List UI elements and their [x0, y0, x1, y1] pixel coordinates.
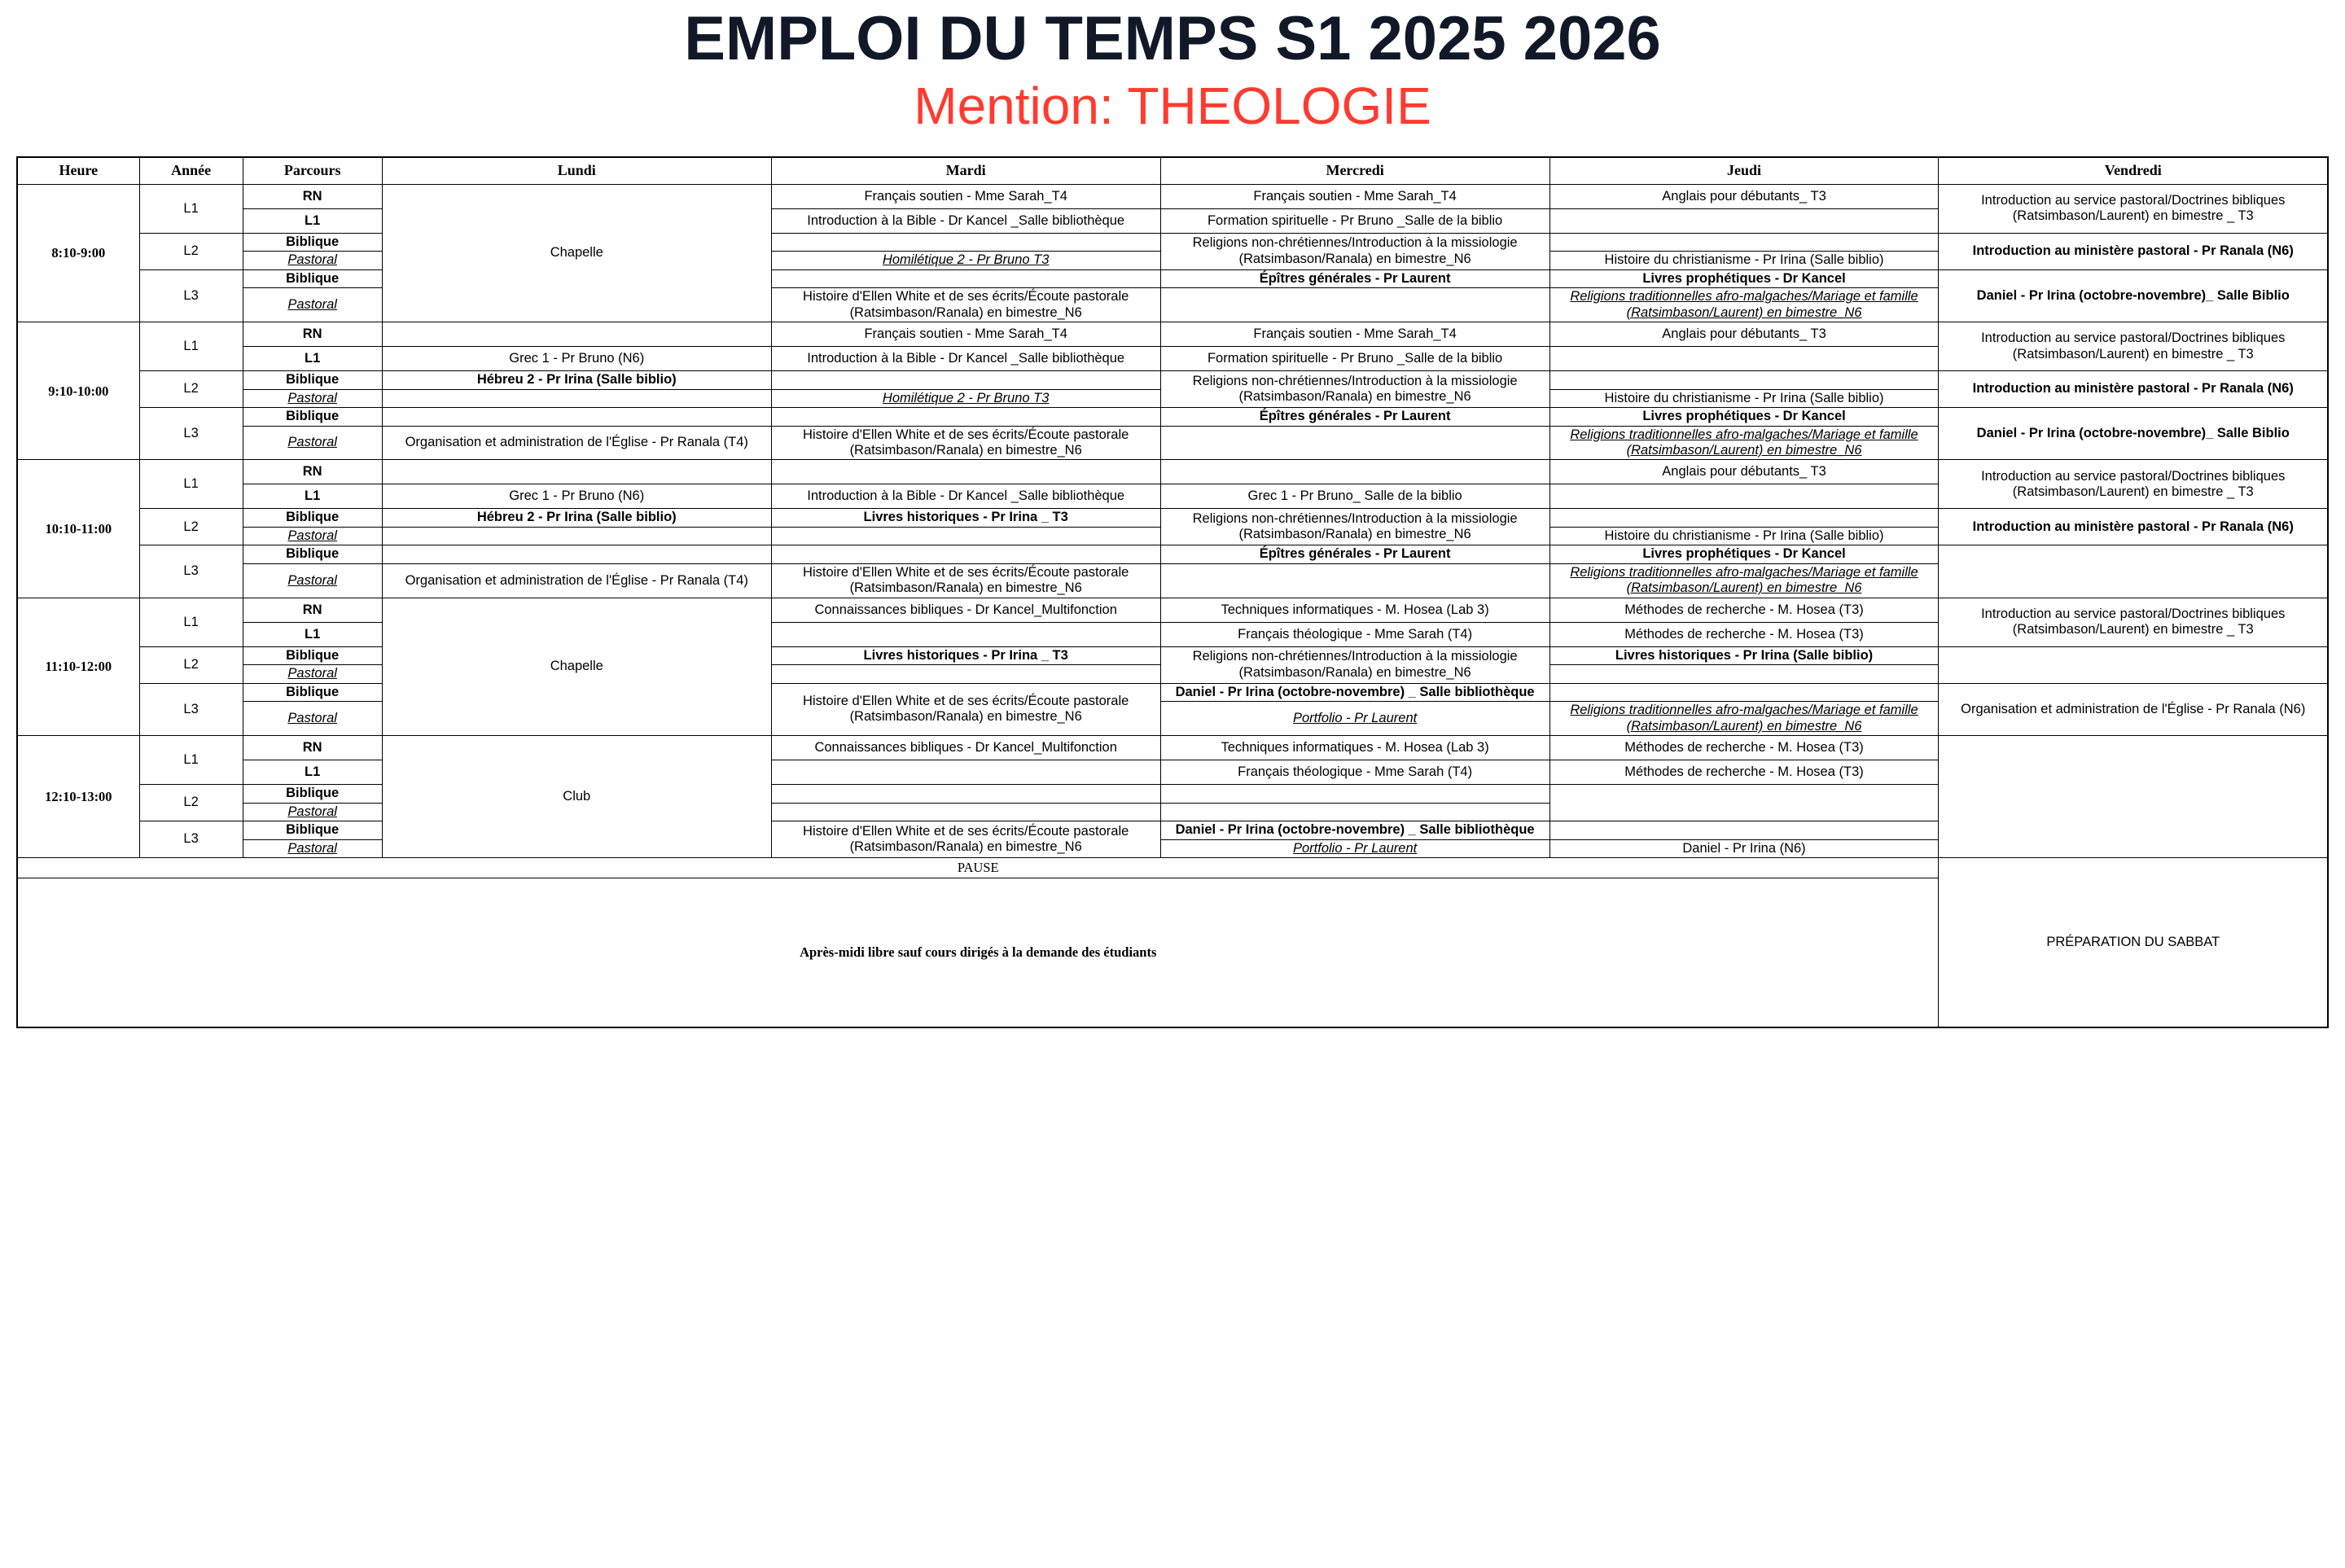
- parcours-pastoral-l3-1: Pastoral: [243, 288, 382, 322]
- column-header-lundi: Lundi: [382, 157, 771, 185]
- table-row: [17, 460, 2328, 484]
- year-l2-4: L2: [139, 646, 243, 683]
- cell-mercredi-l3b-2: Épîtres générales - Pr Laurent: [1160, 408, 1549, 426]
- parcours-biblique-l3-1: Biblique: [243, 269, 382, 287]
- cell-vendredi-l2-1: Introduction au ministère pastoral - Pr Ranala (N6): [1939, 233, 2328, 269]
- parcours-pastoral-l3-2: Pastoral: [243, 426, 382, 460]
- cell-mercredi-l1-2: Formation spirituelle - Pr Bruno _Salle de la biblio: [1160, 347, 1549, 371]
- parcours-biblique-l2-5: Biblique: [243, 785, 382, 803]
- cell-jeudi-l2b-1: [1549, 233, 1939, 251]
- cell-jeudi-l3p-2: Religions traditionnelles afro-malgaches/Mariage et famille (Ratsimbason/Laurent) en bimestre_N6: [1549, 426, 1939, 460]
- cell-mercredi-l2-4: Religions non-chrétiennes/Introduction à la missiologie (Ratsimbason/Ranala) en bimestre_N6: [1160, 646, 1549, 683]
- parcours-rn-2: RN: [243, 322, 382, 347]
- table-row: [17, 683, 2328, 701]
- cell-mercredi-rn-1: Français soutien - Mme Sarah_T4: [1160, 184, 1549, 208]
- cell-jeudi-l3b-2: Livres prophétiques - Dr Kancel: [1549, 408, 1939, 426]
- page-title: EMPLOI DU TEMPS S1 2025 2026: [684, 4, 1661, 73]
- cell-jeudi-l2p-3: Histoire du christianisme - Pr Irina (Salle biblio): [1549, 527, 1939, 545]
- cell-mardi-l2p-1: Homilétique 2 - Pr Bruno T3: [771, 252, 1160, 269]
- cell-mardi-l3b-3: [771, 545, 1160, 563]
- cell-jeudi-rn-1: Anglais pour débutants_ T3: [1549, 184, 1939, 208]
- cell-lundi-l3b-2: [382, 408, 771, 426]
- cell-mardi-l3-4: Histoire d'Ellen White et de ses écrits/Écoute pastorale (Ratsimbason/Ranala) en bimestre_N6: [771, 683, 1160, 735]
- cell-vendredi-l2-4: [1939, 646, 2328, 683]
- parcours-biblique-l3-5: Biblique: [243, 821, 382, 839]
- cell-mercredi-l2-2: Religions non-chrétiennes/Introduction à la missiologie (Ratsimbason/Ranala) en bimestre_N6: [1160, 371, 1549, 408]
- parcours-biblique-l3-3: Biblique: [243, 545, 382, 563]
- cell-vendredi-l1-3: Introduction au service pastoral/Doctrines bibliques (Ratsimbason/Laurent) en bimestre _ T3: [1939, 460, 2328, 509]
- cell-lundi-l3p-2: Organisation et administration de l'Église - Pr Ranala (T4): [382, 426, 771, 460]
- cell-vendredi-l1-1: Introduction au service pastoral/Doctrines bibliques (Ratsimbason/Laurent) en bimestre _ T3: [1939, 184, 2328, 233]
- table-row: [17, 598, 2328, 622]
- cell-mardi-l2b-2: [771, 371, 1160, 389]
- cell-mardi-l2b-1: [771, 233, 1160, 251]
- time-label-3: 10:10-11:00: [17, 460, 139, 598]
- parcours-pastoral-l2-4: Pastoral: [243, 665, 382, 683]
- year-l1-1: L1: [139, 184, 243, 233]
- cell-jeudi-l3p-1: Religions traditionnelles afro-malgaches/Mariage et famille (Ratsimbason/Laurent) en bimestre_N6: [1549, 288, 1939, 322]
- year-l1-2: L1: [139, 322, 243, 371]
- title-block: [0, 0, 2345, 138]
- cell-lundi-l3b-3: [382, 545, 771, 563]
- parcours-l1-3: L1: [243, 484, 382, 509]
- cell-mardi-l3b-1: [771, 269, 1160, 287]
- cell-vendredi-l3-4: Organisation et administration de l'Église - Pr Ranala (N6): [1939, 683, 2328, 735]
- parcours-rn-4: RN: [243, 598, 382, 622]
- cell-jeudi-l3b-3: Livres prophétiques - Dr Kancel: [1549, 545, 1939, 563]
- cell-mardi-rn-3: [771, 460, 1160, 484]
- cell-mardi-rn-1: Français soutien - Mme Sarah_T4: [771, 184, 1160, 208]
- year-l3-1: L3: [139, 269, 243, 322]
- parcours-biblique-l3-2: Biblique: [243, 408, 382, 426]
- cell-jeudi-l3p-3: Religions traditionnelles afro-malgaches/Mariage et famille (Ratsimbason/Laurent) en bimestre_N6: [1549, 563, 1939, 598]
- cell-mardi-l2b-3: Livres historiques - Pr Irina _ T3: [771, 509, 1160, 527]
- cell-vendredi-l2-2: Introduction au ministère pastoral - Pr Ranala (N6): [1939, 371, 2328, 408]
- parcours-rn-1: RN: [243, 184, 382, 208]
- table-row: [17, 646, 2328, 664]
- parcours-pastoral-l2-1: Pastoral: [243, 252, 382, 269]
- column-header-mardi: Mardi: [771, 157, 1160, 185]
- cell-jeudi-l3b-5: [1549, 821, 1939, 839]
- cell-mardi-l3p-3: Histoire d'Ellen White et de ses écrits/Écoute pastorale (Ratsimbason/Ranala) en bimestre_N6: [771, 563, 1160, 598]
- cell-jeudi-l2p-4: [1549, 665, 1939, 683]
- year-l3-2: L3: [139, 408, 243, 460]
- table-row: [17, 736, 2328, 760]
- cell-jeudi-rn-3: Anglais pour débutants_ T3: [1549, 460, 1939, 484]
- parcours-rn-5: RN: [243, 736, 382, 760]
- cell-mardi-l3b-2: [771, 408, 1160, 426]
- cell-jeudi-rn-2: Anglais pour débutants_ T3: [1549, 322, 1939, 347]
- cell-mardi-rn-5: Connaissances bibliques - Dr Kancel_Multifonction: [771, 736, 1160, 760]
- parcours-biblique-l2-3: Biblique: [243, 509, 382, 527]
- cell-mercredi-rn-4: Techniques informatiques - M. Hosea (Lab 3): [1160, 598, 1549, 622]
- cell-mercredi-l3p-4: Portfolio - Pr Laurent: [1160, 702, 1549, 736]
- cell-jeudi-rn-5: Méthodes de recherche - M. Hosea (T3): [1549, 736, 1939, 760]
- cell-jeudi-l3b-1: Livres prophétiques - Dr Kancel: [1549, 269, 1939, 287]
- table-row: [17, 408, 2328, 426]
- cell-vendredi-l1-2: Introduction au service pastoral/Doctrines bibliques (Ratsimbason/Laurent) en bimestre _ T3: [1939, 322, 2328, 371]
- cell-mercredi-l1-3: Grec 1 - Pr Bruno_ Salle de la biblio: [1160, 484, 1549, 509]
- cell-mardi-l3p-2: Histoire d'Ellen White et de ses écrits/Écoute pastorale (Ratsimbason/Ranala) en bimestre_N6: [771, 426, 1160, 460]
- table-row: [17, 545, 2328, 563]
- year-l1-4: L1: [139, 598, 243, 646]
- cell-mercredi-l1-1: Formation spirituelle - Pr Bruno _Salle de la biblio: [1160, 208, 1549, 233]
- year-l1-3: L1: [139, 460, 243, 509]
- parcours-l1-1: L1: [243, 208, 382, 233]
- cell-vendredi-l2-3: Introduction au ministère pastoral - Pr Ranala (N6): [1939, 509, 2328, 545]
- table-row: [17, 269, 2328, 287]
- cell-mardi-l2p-2: Homilétique 2 - Pr Bruno T3: [771, 389, 1160, 407]
- cell-mardi-l2p-3: [771, 527, 1160, 545]
- table-row: [17, 322, 2328, 347]
- lundi-chapelle-4: Chapelle: [382, 598, 771, 735]
- cell-jeudi-l1-3: [1549, 484, 1939, 509]
- parcours-pastoral-l2-2: Pastoral: [243, 389, 382, 407]
- cell-jeudi-l3b-4: [1549, 683, 1939, 701]
- cell-vendredi-l3-2: Daniel - Pr Irina (octobre-novembre)_ Salle Biblio: [1939, 408, 2328, 460]
- column-header-jeudi: Jeudi: [1549, 157, 1939, 185]
- sabbat-label: PRÉPARATION DU SABBAT: [2046, 934, 2220, 949]
- year-l2-3: L2: [139, 509, 243, 545]
- cell-mercredi-l3p-2: [1160, 426, 1549, 460]
- year-l2-1: L2: [139, 233, 243, 269]
- pause-label: PAUSE: [17, 858, 1939, 878]
- cell-mercredi-l3b-4: Daniel - Pr Irina (octobre-novembre) _ Salle bibliothèque: [1160, 683, 1549, 701]
- cell-lundi-rn-3: [382, 460, 771, 484]
- cell-jeudi-l2b-4: Livres historiques - Pr Irina (Salle biblio): [1549, 646, 1939, 664]
- lundi-club-5: Club: [382, 736, 771, 858]
- page-subtitle: Mention: THEOLOGIE: [914, 76, 1431, 135]
- cell-mercredi-rn-2: Français soutien - Mme Sarah_T4: [1160, 322, 1549, 347]
- parcours-pastoral-l3-3: Pastoral: [243, 563, 382, 598]
- time-label-4: 11:10-12:00: [17, 598, 139, 735]
- cell-lundi-l2p-2: [382, 389, 771, 407]
- cell-jeudi-rn-4: Méthodes de recherche - M. Hosea (T3): [1549, 598, 1939, 622]
- parcours-biblique-l2-4: Biblique: [243, 646, 382, 664]
- column-header-vendredi: Vendredi: [1939, 157, 2328, 185]
- cell-jeudi-l3p-5: Daniel - Pr Irina (N6): [1549, 839, 1939, 857]
- table-row: [17, 509, 2328, 527]
- cell-mardi-l2b-5: [771, 785, 1160, 803]
- cell-mardi-l3-5: Histoire d'Ellen White et de ses écrits/Écoute pastorale (Ratsimbason/Ranala) en bimestre_N6: [771, 821, 1160, 858]
- table-header-row: [17, 157, 2328, 185]
- cell-jeudi-l2b-2: [1549, 371, 1939, 389]
- cell-lundi-l3p-3: Organisation et administration de l'Église - Pr Ranala (T4): [382, 563, 771, 598]
- parcours-biblique-l2-1: Biblique: [243, 233, 382, 251]
- parcours-biblique-l2-2: Biblique: [243, 371, 382, 389]
- cell-jeudi-l2b-3: [1549, 509, 1939, 527]
- cell-jeudi-l2-5: [1549, 785, 1939, 821]
- cell-mercredi-l2b-5: [1160, 785, 1549, 803]
- cell-jeudi-l2p-1: Histoire du christianisme - Pr Irina (Salle biblio): [1549, 252, 1939, 269]
- cell-mercredi-l2p-5: [1160, 803, 1549, 821]
- time-label-5: 12:10-13:00: [17, 736, 139, 858]
- cell-jeudi-l1-4: Méthodes de recherche - M. Hosea (T3): [1549, 622, 1939, 646]
- cell-lundi-rn-2: [382, 322, 771, 347]
- year-l3-3: L3: [139, 545, 243, 598]
- cell-mercredi-l3b-5: Daniel - Pr Irina (octobre-novembre) _ Salle bibliothèque: [1160, 821, 1549, 839]
- table-row: [17, 371, 2328, 389]
- parcours-pastoral-l2-3: Pastoral: [243, 527, 382, 545]
- cell-vendredi-l3-3: [1939, 545, 2328, 598]
- year-l3-4: L3: [139, 683, 243, 735]
- parcours-pastoral-l2-5: Pastoral: [243, 803, 382, 821]
- cell-jeudi-l1-2: [1549, 347, 1939, 371]
- cell-mercredi-l2-1: Religions non-chrétiennes/Introduction à la missiologie (Ratsimbason/Ranala) en bimestre_N6: [1160, 233, 1549, 269]
- time-label-2: 9:10-10:00: [17, 322, 139, 460]
- time-label-1: 8:10-9:00: [17, 184, 139, 322]
- parcours-rn-3: RN: [243, 460, 382, 484]
- cell-vendredi-l1-4: Introduction au service pastoral/Doctrines bibliques (Ratsimbason/Laurent) en bimestre _ T3: [1939, 598, 2328, 646]
- cell-mardi-l3p-1: Histoire d'Ellen White et de ses écrits/Écoute pastorale (Ratsimbason/Ranala) en bimestre_N6: [771, 288, 1160, 322]
- parcours-pastoral-l3-4: Pastoral: [243, 702, 382, 736]
- year-l2-2: L2: [139, 371, 243, 408]
- column-header-heure: Heure: [17, 157, 139, 185]
- cell-mardi-l2p-5: [771, 803, 1160, 821]
- cell-jeudi-l3p-4: Religions traditionnelles afro-malgaches/Mariage et famille (Ratsimbason/Laurent) en bimestre_N6: [1549, 702, 1939, 736]
- cell-mercredi-l1-4: Français théologique - Mme Sarah (T4): [1160, 622, 1549, 646]
- cell-lundi-l2b-3: Hébreu 2 - Pr Irina (Salle biblio): [382, 509, 771, 527]
- cell-mardi-l1-5: [771, 760, 1160, 785]
- schedule-table: [16, 156, 2329, 1028]
- cell-mercredi-l3b-1: Épîtres générales - Pr Laurent: [1160, 269, 1549, 287]
- cell-mercredi-l3p-5: Portfolio - Pr Laurent: [1160, 839, 1549, 857]
- cell-lundi-l2p-3: [382, 527, 771, 545]
- parcours-l1-2: L1: [243, 347, 382, 371]
- cell-jeudi-l2p-2: Histoire du christianisme - Pr Irina (Salle biblio): [1549, 389, 1939, 407]
- column-header-annee: Année: [139, 157, 243, 185]
- cell-lundi-l2b-2: Hébreu 2 - Pr Irina (Salle biblio): [382, 371, 771, 389]
- cell-jeudi-l1-1: [1549, 208, 1939, 233]
- cell-vendredi-l3-1: Daniel - Pr Irina (octobre-novembre)_ Salle Biblio: [1939, 269, 2328, 322]
- column-header-mercredi: Mercredi: [1160, 157, 1549, 185]
- cell-jeudi-l1-5: Méthodes de recherche - M. Hosea (T3): [1549, 760, 1939, 785]
- parcours-pastoral-l3-5: Pastoral: [243, 839, 382, 857]
- parcours-l1-5: L1: [243, 760, 382, 785]
- cell-mercredi-l3b-3: Épîtres générales - Pr Laurent: [1160, 545, 1549, 563]
- year-l1-5: L1: [139, 736, 243, 785]
- year-l2-5: L2: [139, 785, 243, 821]
- cell-mardi-l2p-4: [771, 665, 1160, 683]
- lundi-chapelle-1: Chapelle: [382, 184, 771, 322]
- cell-vendredi-5: [1939, 736, 2328, 858]
- cell-lundi-l1-2: Grec 1 - Pr Bruno (N6): [382, 347, 771, 371]
- cell-mardi-l1-3: Introduction à la Bible - Dr Kancel _Salle bibliothèque: [771, 484, 1160, 509]
- afternoon-note: Après-midi libre sauf cours dirigés à la demande des étudiants: [17, 878, 1939, 1028]
- cell-mardi-rn-4: Connaissances bibliques - Dr Kancel_Multifonction: [771, 598, 1160, 622]
- cell-mercredi-l3p-3: [1160, 563, 1549, 598]
- cell-mercredi-l3p-1: [1160, 288, 1549, 322]
- parcours-biblique-l3-4: Biblique: [243, 683, 382, 701]
- cell-mardi-l1-1: Introduction à la Bible - Dr Kancel _Salle bibliothèque: [771, 208, 1160, 233]
- table-row-pause: [17, 858, 2328, 878]
- cell-mardi-l1-2: Introduction à la Bible - Dr Kancel _Salle bibliothèque: [771, 347, 1160, 371]
- cell-lundi-l1-3: Grec 1 - Pr Bruno (N6): [382, 484, 771, 509]
- cell-mercredi-rn-5: Techniques informatiques - M. Hosea (Lab 3): [1160, 736, 1549, 760]
- cell-mercredi-l2-3: Religions non-chrétiennes/Introduction à la missiologie (Ratsimbason/Ranala) en bimestre_N6: [1160, 509, 1549, 545]
- cell-mardi-l1-4: [771, 622, 1160, 646]
- cell-vendredi-sabbat-wrap: [1939, 858, 2328, 1028]
- cell-mardi-rn-2: Français soutien - Mme Sarah_T4: [771, 322, 1160, 347]
- cell-mercredi-rn-3: [1160, 460, 1549, 484]
- column-header-parcours: Parcours: [243, 157, 382, 185]
- cell-mercredi-l1-5: Français théologique - Mme Sarah (T4): [1160, 760, 1549, 785]
- table-row: [17, 233, 2328, 251]
- parcours-l1-4: L1: [243, 622, 382, 646]
- cell-mardi-l2b-4: Livres historiques - Pr Irina _ T3: [771, 646, 1160, 664]
- year-l3-5: L3: [139, 821, 243, 858]
- table-row: [17, 184, 2328, 208]
